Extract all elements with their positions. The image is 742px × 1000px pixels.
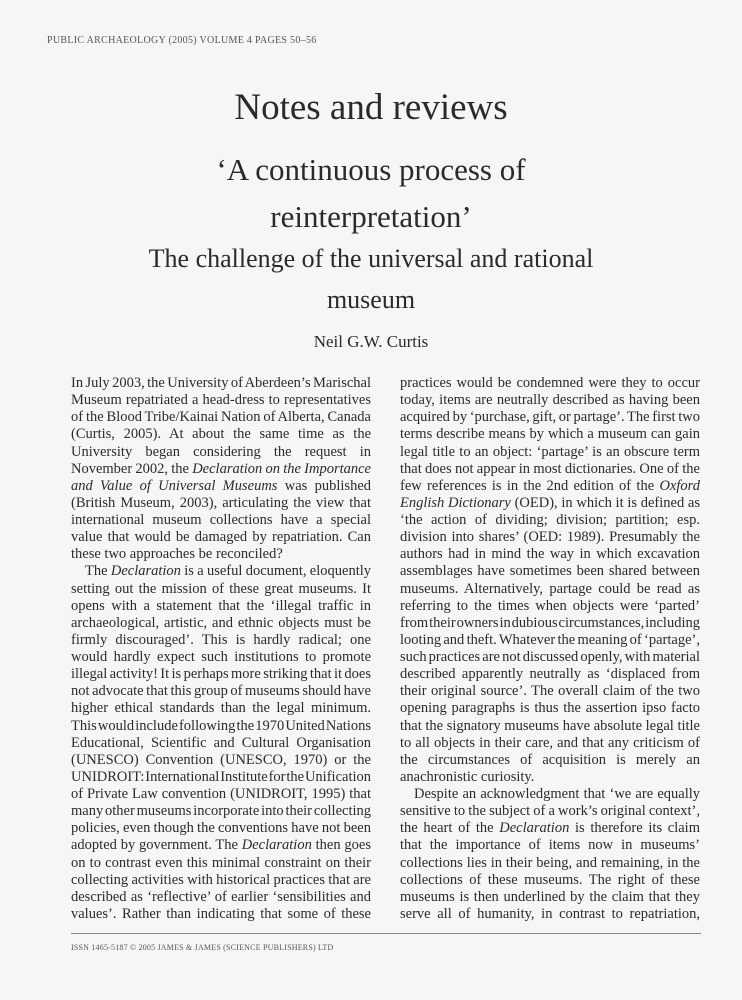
- body-column-right: [400, 375, 700, 923]
- running-head: PUBLIC ARCHAEOLOGY (2005) VOLUME 4 PAGES 50–56: [47, 35, 317, 46]
- italic-text-run: Declaration on the Importance: [192, 460, 371, 477]
- italic-text-run: Declaration: [110, 563, 181, 580]
- text-run: authors had in mind the way in which excavation: [400, 546, 700, 563]
- italic-text-run: Declaration: [499, 820, 570, 837]
- text-line: [71, 529, 371, 546]
- text-run: (UNESCO) Convention (UNESCO, 1970) or the: [71, 751, 371, 768]
- text-run: value that would be damaged by repatriation. Can: [71, 529, 371, 546]
- text-run: is a useful document, eloquently: [180, 563, 372, 580]
- text-run: that does not appear in most dictionaries. One of the: [400, 460, 700, 477]
- text-line: [71, 906, 371, 923]
- text-run: museums is then underlined by the claim that they: [400, 888, 700, 905]
- text-run: adopted by government. The: [71, 837, 242, 854]
- text-line: [71, 444, 371, 461]
- text-line: [71, 837, 371, 854]
- text-line: [71, 735, 371, 752]
- text-run: of Private Law convention (UNIDROIT, 1995) that: [71, 786, 371, 802]
- text-line: [400, 872, 700, 889]
- italic-text-run: Oxford: [659, 477, 700, 494]
- text-run: referring to the times when objects were ‘parted’: [400, 597, 700, 614]
- text-line: [71, 375, 371, 392]
- text-line: [71, 700, 371, 717]
- text-run: would hardly expect such institutions to promote: [71, 649, 371, 665]
- text-run: values’. Rather than indicating that some of these: [71, 905, 371, 922]
- article-subtitle-line-1: The challenge of the universal and rational: [148, 244, 594, 273]
- text-run: ‘the action of dividing; division; partition; esp.: [400, 512, 700, 528]
- text-run: looting and theft. Whatever the meaning of ‘partage’,: [400, 631, 700, 648]
- text-run: November 2002, the: [71, 460, 193, 477]
- text-line: [71, 598, 371, 615]
- text-line: [71, 752, 371, 769]
- text-run: practices would be condemned were they to occur: [400, 375, 700, 391]
- text-run: is therefore its claim: [569, 820, 700, 837]
- footer-rule: [71, 933, 701, 934]
- text-line: [400, 495, 700, 512]
- text-run: The: [85, 563, 111, 580]
- text-line: [400, 478, 700, 495]
- text-line: [71, 889, 371, 906]
- text-run: that the signatory museums have absolute legal title: [400, 717, 700, 734]
- text-run: museums. Alternatively, partage could be read as: [400, 580, 700, 597]
- text-line: [400, 837, 700, 854]
- paragraph: [400, 786, 700, 923]
- text-run: archaeological, artistic, and ethnic objects must be: [71, 614, 371, 631]
- text-run: assemblages have sometimes been shared between: [400, 563, 700, 580]
- text-run: international museum collections have a special: [71, 512, 371, 528]
- text-line: [71, 769, 371, 786]
- text-line: [400, 598, 700, 615]
- body-column-left: [71, 375, 371, 923]
- text-line: [400, 855, 700, 872]
- text-run: their original source’. The overall claim of the two: [400, 683, 700, 700]
- article-title-line-1: ‘A continuous process of: [216, 152, 526, 187]
- text-line: [400, 803, 700, 820]
- text-line: [400, 529, 700, 546]
- text-run: serve all of humanity, in contrast to repatriation,: [400, 905, 700, 922]
- text-line: [71, 426, 371, 443]
- text-line: [400, 718, 700, 735]
- text-run: described as ‘reflective’ of earlier ‘sensibilities and: [71, 888, 371, 905]
- text-run: terms describe means by which a museum can gain: [400, 426, 700, 443]
- text-run: collections of these museums. The right of these: [400, 871, 700, 888]
- text-line: [400, 409, 700, 426]
- text-line: [400, 563, 700, 580]
- text-line: [71, 683, 371, 700]
- italic-text-run: and Value of Universal Museums: [71, 477, 278, 494]
- text-line: [400, 683, 700, 700]
- paragraph: [400, 375, 700, 786]
- text-run: In July 2003, the University of Aberdeen’s Marischal: [71, 375, 371, 391]
- text-line: [71, 546, 371, 563]
- text-line: [71, 649, 371, 666]
- text-run: division into shares’ (OED: 1989). Presumably the: [400, 529, 700, 546]
- text-run: Despite an acknowledgment that ‘we are equally: [414, 786, 700, 802]
- text-run: anachronistic curiosity.: [400, 768, 535, 785]
- text-run: was published: [277, 477, 372, 494]
- text-line: [71, 581, 371, 598]
- text-run: (OED), in which it is defined as: [510, 494, 700, 511]
- text-line: [71, 855, 371, 872]
- italic-text-run: Declaration: [241, 837, 312, 854]
- text-run: today, items are neutrally described as having been: [400, 392, 700, 409]
- text-run: Museum repatriated a head-dress to representatives: [71, 392, 371, 409]
- text-line: [71, 615, 371, 632]
- paragraph: [71, 375, 371, 563]
- text-run: (Curtis, 2005). At about the same time as the: [71, 426, 371, 443]
- text-line: [400, 769, 700, 786]
- text-run: acquired by ‘purchase, gift, or partage’. The first two: [400, 409, 700, 426]
- text-run: from their owners in dubious circumstances, including: [400, 614, 700, 631]
- text-run: collections lies in their being, and remaining, in the: [400, 854, 700, 871]
- text-line: [71, 666, 371, 683]
- text-line: [400, 512, 700, 529]
- text-line: [400, 889, 700, 906]
- text-line: [400, 426, 700, 443]
- text-line: [71, 461, 371, 478]
- text-line: [71, 409, 371, 426]
- text-run: these two approaches be reconciled?: [71, 546, 283, 563]
- text-run: the circumstances of acquisition is merely an: [400, 751, 700, 768]
- text-line: [400, 546, 700, 563]
- text-line: [400, 700, 700, 717]
- article-subtitle-line-2: museum: [326, 285, 416, 314]
- text-run: illegal activity! It is perhaps more striking that it does: [71, 666, 371, 683]
- text-line: [71, 872, 371, 889]
- text-run: opening paragraphs is thus the assertion ipso facto: [400, 700, 700, 717]
- text-line: [400, 906, 700, 923]
- text-line: [400, 581, 700, 598]
- text-run: (British Museum, 2003), articulating the view that: [71, 494, 371, 511]
- text-line: [400, 786, 700, 803]
- text-run: sensitive to the subject of a work’s original context’,: [400, 803, 700, 820]
- text-line: [71, 478, 371, 495]
- text-run: legal title to an object: ‘partage’ is an obscure term: [400, 443, 700, 460]
- text-run: not advocate that this group of museums should have: [71, 683, 371, 700]
- text-run: higher ethical standards than the legal minimum.: [71, 700, 371, 717]
- text-run: University began considering the request in: [71, 443, 371, 460]
- text-line: [71, 495, 371, 512]
- text-run: setting out the mission of these great museums. It: [71, 580, 371, 597]
- text-run: on to contrast even this minimal constraint on their: [71, 854, 371, 871]
- text-line: [400, 392, 700, 409]
- text-run: many other museums incorporate into their collecting: [71, 803, 371, 820]
- text-run: that the importance of items now in museums’: [400, 837, 700, 854]
- copyright-footer: ISSN 1465-5187 © 2005 JAMES & JAMES (SCIENCE PUBLISHERS) LTD: [71, 943, 334, 952]
- text-line: [400, 444, 700, 461]
- text-run: This would include following the 1970 United Nations: [71, 717, 371, 734]
- text-run: policies, even though the conventions have not been: [71, 820, 371, 837]
- text-line: [400, 375, 700, 392]
- text-line: [400, 615, 700, 632]
- text-run: Educational, Scientific and Cultural Organisation: [71, 734, 371, 751]
- text-line: [400, 649, 700, 666]
- text-line: [71, 392, 371, 409]
- text-line: [71, 786, 371, 803]
- italic-text-run: English Dictionary: [400, 494, 511, 511]
- text-line: [400, 752, 700, 769]
- text-run: such practices are not discussed openly, with material: [400, 649, 700, 665]
- paragraph: [71, 563, 371, 923]
- text-line: [71, 718, 371, 735]
- text-line: [71, 820, 371, 837]
- text-run: the heart of the: [400, 820, 500, 837]
- text-line: [400, 666, 700, 683]
- text-line: [400, 461, 700, 478]
- text-run: then goes: [311, 837, 371, 854]
- text-run: opens with a statement that the ‘illegal traffic in: [71, 597, 371, 614]
- text-run: firmly discouraged’. This is hardly radical; one: [71, 631, 371, 648]
- text-run: UNIDROIT: International Institute for the Unification: [71, 768, 371, 785]
- text-run: to all objects in their care, and that any criticism of: [400, 734, 700, 751]
- text-line: [400, 632, 700, 649]
- text-line: [71, 512, 371, 529]
- text-line: [400, 735, 700, 752]
- text-line: [71, 803, 371, 820]
- text-line: [400, 820, 700, 837]
- text-line: [71, 563, 371, 580]
- text-run: described apparently neutrally as ‘displaced from: [400, 666, 700, 683]
- text-run: of the Blood Tribe/Kainai Nation of Alberta, Canada: [71, 409, 371, 426]
- author-name: Neil G.W. Curtis: [313, 332, 429, 351]
- text-line: [71, 632, 371, 649]
- section-title: Notes and reviews: [234, 87, 508, 128]
- article-title-line-2: reinterpretation’: [270, 199, 472, 234]
- text-run: few references is in the 2nd edition of the: [400, 477, 660, 494]
- text-run: collecting activities with historical practices that are: [71, 871, 371, 888]
